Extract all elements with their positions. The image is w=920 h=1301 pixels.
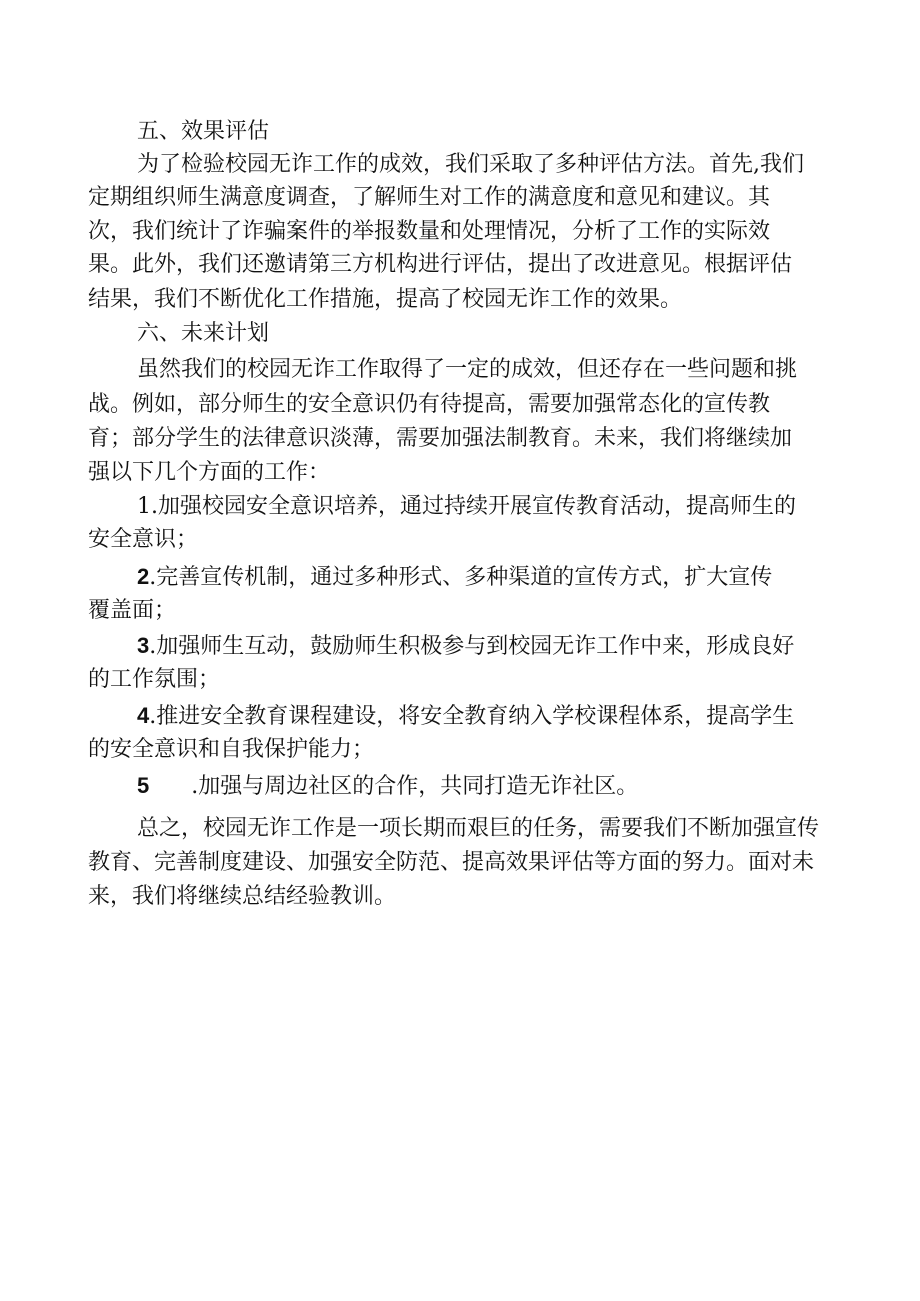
list-item-3-text: .加强师生互动，鼓励师生积极参与到校园无诈工作中来，形成良好 [149, 634, 795, 659]
list-item-2 [137, 563, 772, 592]
section5-line-4: 果。此外，我们还邀请第三方机构进行评估，提出了改进意见。根据评估 [88, 252, 793, 277]
section6-heading: 六、未来计划 [137, 321, 270, 346]
list-item-5-text: .加强与周边社区的合作，共同打造无诈社区。 [191, 774, 639, 799]
list-item-2-text: .完善宣传机制，通过多种形式、多种渠道的宣传方式，扩大宣传 [149, 565, 773, 590]
list-item-4-text: .推进安全教育课程建设，将安全教育纳入学校课程体系，提高学生 [149, 704, 795, 729]
list-item-1-continuation: 安全意识； [88, 527, 199, 552]
list-item-4-continuation: 的安全意识和自我保护能力； [88, 737, 375, 762]
section5-line-2: 定期组织师生满意度调查，了解师生对工作的满意度和意见和建议。其 [88, 185, 771, 210]
section5-line-1: 为了检验校园无诈工作的成效，我们采取了多种评估方法。首先,我们 [137, 152, 804, 177]
section6-line-3: 育；部分学生的法律意识淡薄，需要加强法制教育。未来，我们将继续加 [88, 426, 793, 451]
list-item-5-number: 5 [137, 773, 150, 798]
list-item-2-number: 2 [137, 564, 150, 589]
list-item-1-text: 加强校园安全意识培养，通过持续开展宣传教育活动，提高师生的 [158, 494, 797, 519]
list-item-3-number: 3 [137, 633, 150, 658]
conclusion-line-1: 总之，校园无诈工作是一项长期而艰巨的任务，需要我们不断加强宣传 [137, 816, 820, 841]
section5-heading: 五、效果评估 [137, 119, 270, 144]
list-item-5 [137, 772, 638, 801]
list-item-4-number: 4 [137, 703, 150, 728]
section6-line-1: 虽然我们的校园无诈工作取得了一定的成效，但还存在一些问题和挑 [137, 357, 798, 382]
list-item-1 [137, 493, 796, 521]
list-item-3 [137, 632, 794, 661]
section5-line-5: 结果，我们不断优化工作措施，提高了校园无诈工作的效果。 [88, 287, 683, 312]
list-item-3-continuation: 的工作氛围； [88, 667, 221, 692]
conclusion-line-2: 教育、完善制度建设、加强安全防范、提高效果评估等方面的努力。面对未 [88, 850, 815, 875]
conclusion-line-3: 来，我们将继续总结经验教训。 [88, 884, 397, 909]
section5-line-3: 次，我们统计了诈骗案件的举报数量和处理情况，分析了工作的实际效 [88, 219, 771, 244]
list-item-2-continuation: 覆盖面； [88, 598, 177, 623]
list-item-4 [137, 702, 794, 731]
section6-line-4: 强以下几个方面的工作： [88, 460, 331, 485]
list-item-1-number: 1. [137, 494, 158, 519]
section6-line-2: 战。例如，部分师生的安全意识仍有待提高，需要加强常态化的宣传教 [88, 392, 771, 417]
